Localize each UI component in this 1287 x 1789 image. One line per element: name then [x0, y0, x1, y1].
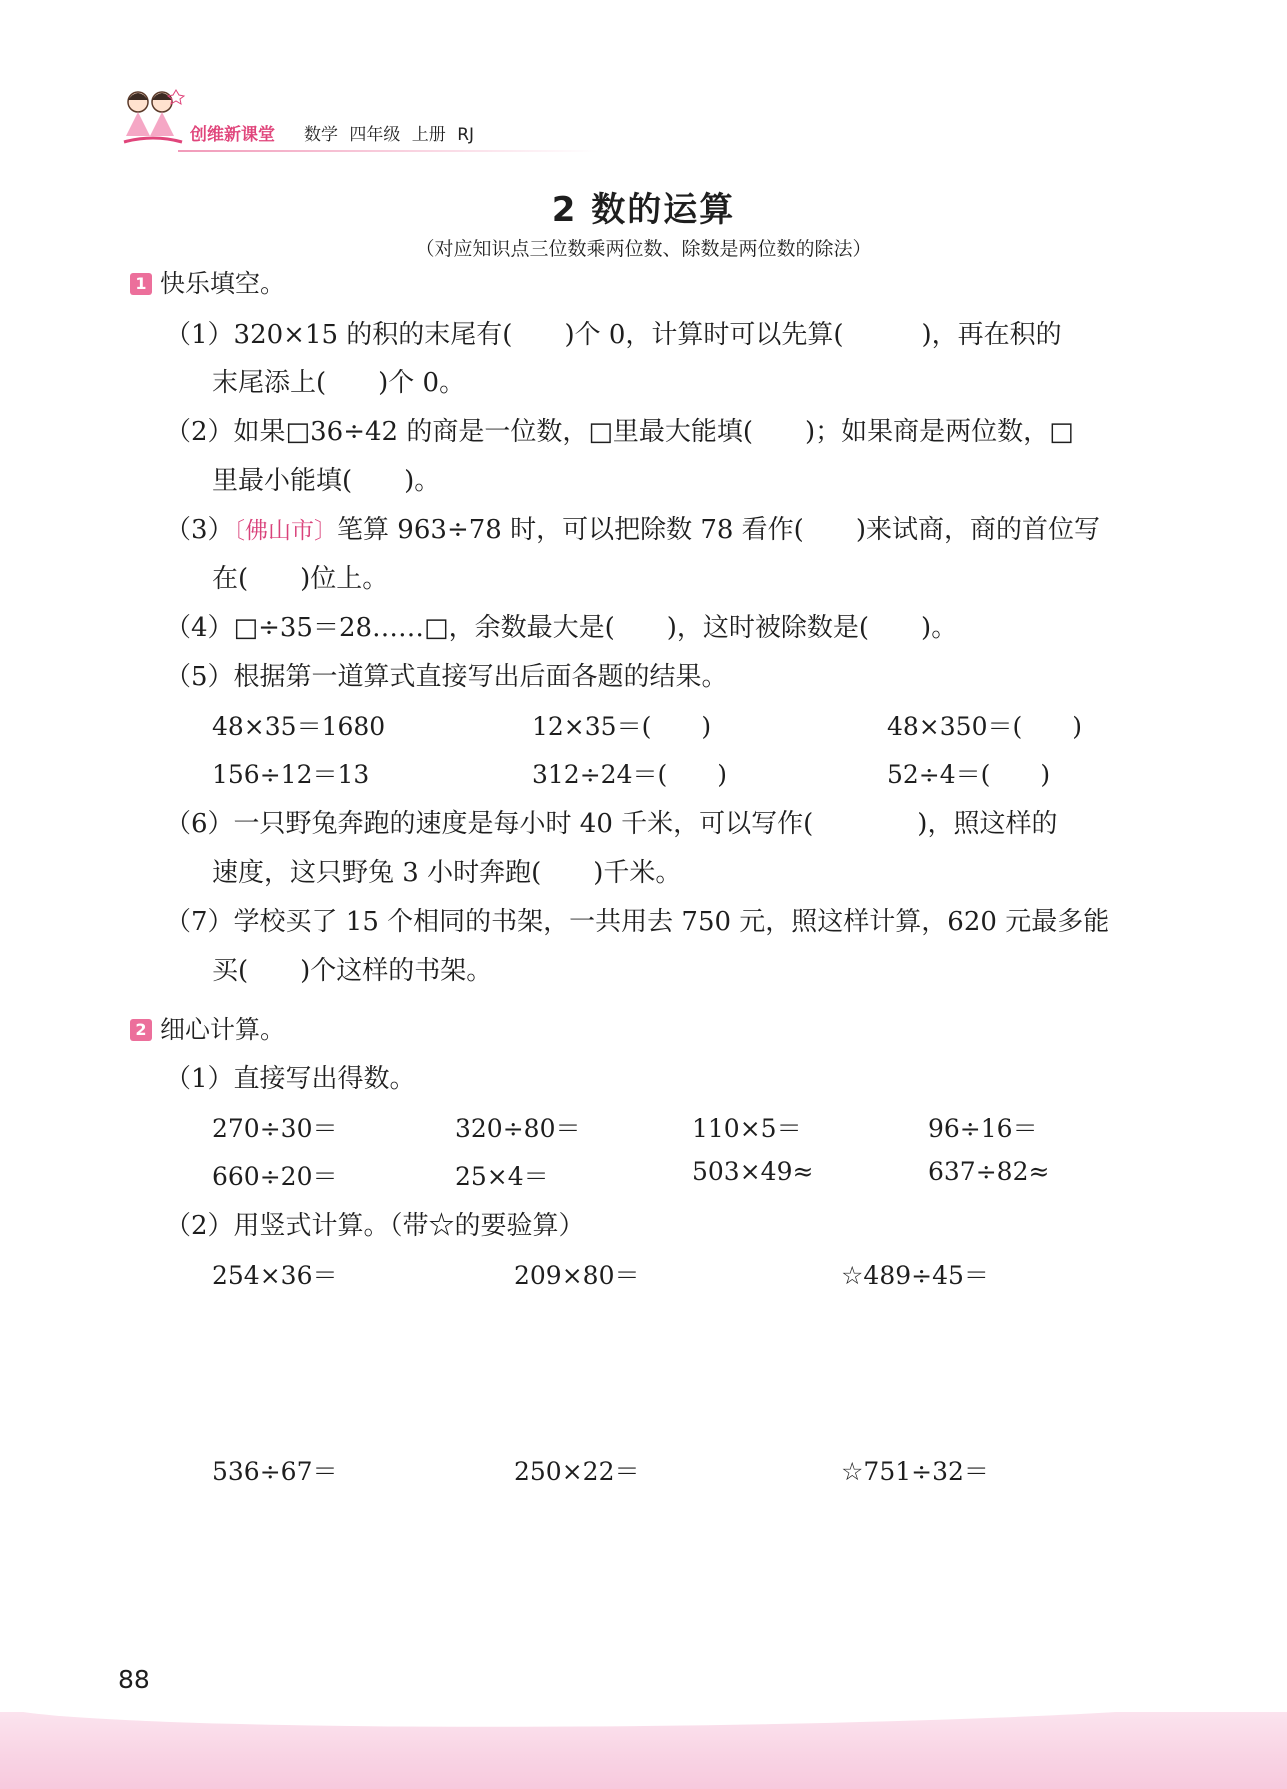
q3-source-tag: 〔佛山市〕	[233, 518, 338, 544]
p1-row2-item4: 637÷82≈	[928, 1157, 1050, 1186]
header-divider	[178, 150, 598, 152]
p1-label: （1）直接写出得数。	[165, 1064, 416, 1094]
section2-number-badge: 2	[130, 1019, 152, 1041]
page-header	[118, 86, 1178, 156]
q5-row1-item3: 48×350＝( )	[887, 712, 1082, 741]
q7-line2: 买( )个这样的书架。	[212, 956, 493, 986]
p2-row2-item3: ☆751÷32＝	[841, 1457, 989, 1486]
p2-row2-item2: 250×22＝	[514, 1457, 640, 1486]
brand-name: 创维新课堂	[190, 125, 275, 145]
p1-row1-item3: 110×5＝	[692, 1114, 802, 1143]
q2-line2: 里最小能填( )。	[212, 466, 441, 496]
q5-row2-item1: 156÷12＝13	[212, 760, 370, 789]
q5-row2-item3: 52÷4＝( )	[887, 760, 1051, 789]
p2-label: （2）用竖式计算。（带☆的要验算）	[165, 1211, 585, 1241]
p2-row1-item1: 254×36＝	[212, 1261, 338, 1290]
q7-line1: （7）学校买了 15 个相同的书架，一共用去 750 元，照这样计算，620 元最多能	[165, 907, 1110, 937]
p1-row2-item1: 660÷20＝	[212, 1162, 338, 1191]
q3-line1	[165, 509, 1100, 546]
q5-row1-item1: 48×35＝1680	[212, 712, 386, 741]
q4-line1: （4）□÷35＝28……□，余数最大是( )，这时被除数是( )。	[165, 613, 958, 643]
p2-row2-item1: 536÷67＝	[212, 1457, 338, 1486]
p1-row1-item4: 96÷16＝	[928, 1114, 1038, 1143]
q3-text: 笔算 963÷78 时，可以把除数 78 看作( )来试商，商的首位写	[337, 515, 1100, 545]
p2-row1-item3: ☆489÷45＝	[841, 1261, 989, 1290]
p1-row1-item2: 320÷80＝	[455, 1114, 581, 1143]
q6-line2: 速度，这只野兔 3 小时奔跑( )千米。	[212, 858, 682, 888]
footer-decoration	[0, 1712, 1287, 1789]
q3-prefix: （3）	[165, 515, 234, 545]
p1-row2-item3: 503×49≈	[692, 1157, 814, 1186]
page-number: 88	[118, 1665, 150, 1694]
q1-line1: （1）320×15 的积的末尾有( )个 0，计算时可以先算( )，再在积的	[165, 320, 1062, 350]
section2-heading	[130, 1010, 285, 1046]
q5-line1: （5）根据第一道算式直接写出后面各题的结果。	[165, 662, 728, 692]
section1-number-badge: 1	[130, 273, 152, 295]
q1-line2: 末尾添上( )个 0。	[212, 368, 466, 398]
section2-title: 细心计算。	[160, 1015, 286, 1044]
q2-line1: （2）如果□36÷42 的商是一位数，□里最大能填( )；如果商是两位数，□	[165, 417, 1074, 447]
section1-heading	[130, 264, 285, 300]
q5-row1-item2: 12×35＝( )	[532, 712, 712, 741]
chapter-title: 2 数的运算	[551, 190, 736, 230]
p2-row1-item2: 209×80＝	[514, 1261, 640, 1290]
book-info: 数学 四年级 上册 RJ	[304, 125, 475, 145]
chapter-subtitle: （对应知识点三位数乘两位数、除数是两位数的除法）	[415, 238, 872, 260]
section1-title: 快乐填空。	[160, 269, 286, 298]
kids-mascot-logo	[118, 86, 188, 152]
p1-row1-item1: 270÷30＝	[212, 1114, 338, 1143]
p1-row2-item2: 25×4＝	[455, 1162, 549, 1191]
q6-line1: （6）一只野兔奔跑的速度是每小时 40 千米，可以写作( )，照这样的	[165, 809, 1058, 839]
q5-row2-item2: 312÷24＝( )	[532, 760, 727, 789]
q3-line2: 在( )位上。	[212, 564, 389, 594]
